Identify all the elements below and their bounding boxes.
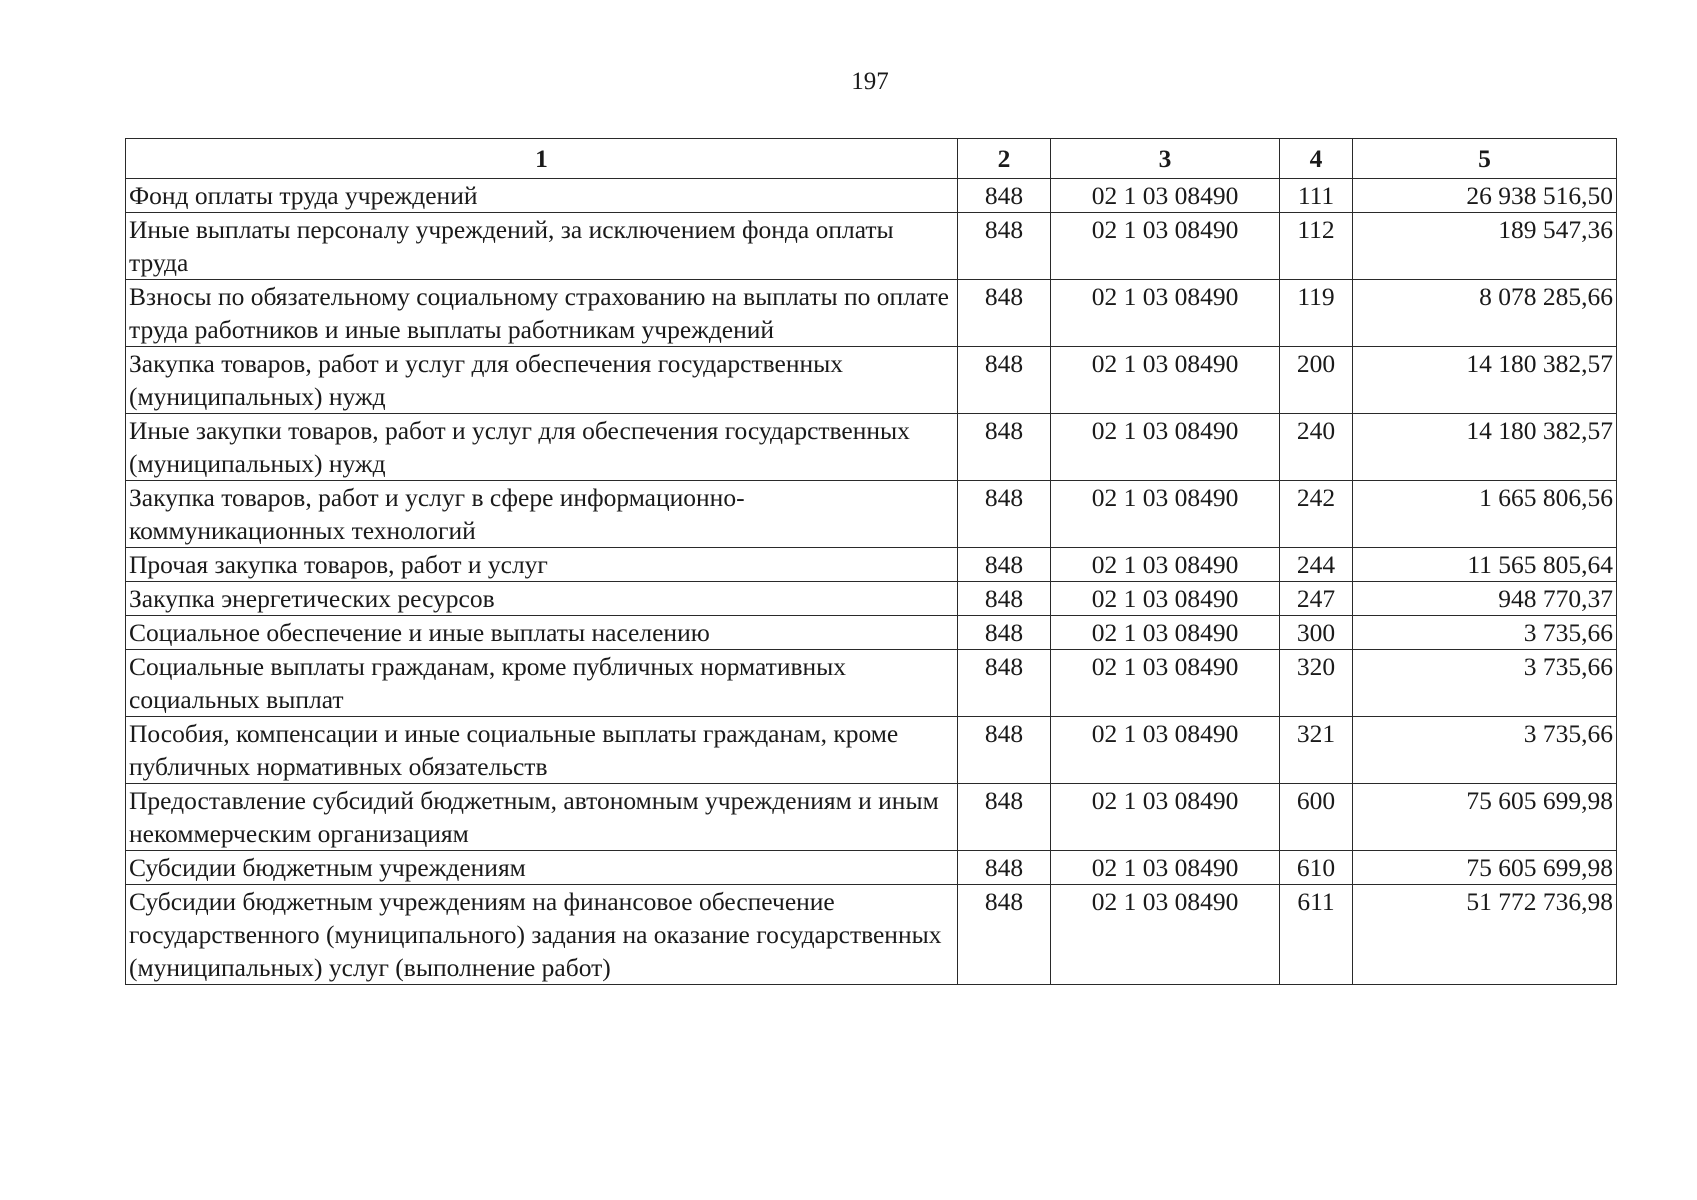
- row-expense-type: 247: [1280, 582, 1353, 616]
- row-code: 848: [958, 616, 1051, 650]
- row-target-article: 02 1 03 08490: [1051, 885, 1280, 985]
- row-expense-type: 611: [1280, 885, 1353, 985]
- row-amount: 14 180 382,57: [1353, 414, 1617, 481]
- row-code: 848: [958, 717, 1051, 784]
- row-name: Прочая закупка товаров, работ и услуг: [126, 548, 958, 582]
- row-name: Иные выплаты персоналу учреждений, за исключением фонда оплаты труда: [126, 213, 958, 280]
- column-header: 3: [1051, 139, 1280, 179]
- row-expense-type: 112: [1280, 213, 1353, 280]
- table-row: [126, 784, 1617, 851]
- row-expense-type: 119: [1280, 280, 1353, 347]
- column-header: 4: [1280, 139, 1353, 179]
- row-target-article: 02 1 03 08490: [1051, 347, 1280, 414]
- row-expense-type: 610: [1280, 851, 1353, 885]
- row-code: 848: [958, 650, 1051, 717]
- row-target-article: 02 1 03 08490: [1051, 582, 1280, 616]
- row-name: Иные закупки товаров, работ и услуг для обеспечения государственных (муниципальных) нужд: [126, 414, 958, 481]
- row-amount: 189 547,36: [1353, 213, 1617, 280]
- row-target-article: 02 1 03 08490: [1051, 481, 1280, 548]
- table-row: [126, 347, 1617, 414]
- row-expense-type: 600: [1280, 784, 1353, 851]
- row-target-article: 02 1 03 08490: [1051, 851, 1280, 885]
- table-row: [126, 650, 1617, 717]
- table-row: [126, 717, 1617, 784]
- row-amount: 75 605 699,98: [1353, 851, 1617, 885]
- row-target-article: 02 1 03 08490: [1051, 179, 1280, 213]
- row-code: 848: [958, 280, 1051, 347]
- row-name: Фонд оплаты труда учреждений: [126, 179, 958, 213]
- table-row: [126, 280, 1617, 347]
- row-name: Субсидии бюджетным учреждениям: [126, 851, 958, 885]
- row-target-article: 02 1 03 08490: [1051, 213, 1280, 280]
- row-code: 848: [958, 582, 1051, 616]
- table-row: [126, 616, 1617, 650]
- table-row: [126, 179, 1617, 213]
- row-expense-type: 240: [1280, 414, 1353, 481]
- row-code: 848: [958, 885, 1051, 985]
- row-target-article: 02 1 03 08490: [1051, 548, 1280, 582]
- row-code: 848: [958, 179, 1051, 213]
- row-name: Социальное обеспечение и иные выплаты населению: [126, 616, 958, 650]
- row-amount: 51 772 736,98: [1353, 885, 1617, 985]
- row-amount: 3 735,66: [1353, 717, 1617, 784]
- table-row: [126, 414, 1617, 481]
- row-target-article: 02 1 03 08490: [1051, 616, 1280, 650]
- row-expense-type: 242: [1280, 481, 1353, 548]
- table-row: [126, 885, 1617, 985]
- row-code: 848: [958, 851, 1051, 885]
- row-code: 848: [958, 481, 1051, 548]
- row-target-article: 02 1 03 08490: [1051, 650, 1280, 717]
- row-name: Предоставление субсидий бюджетным, автономным учреждениям и иным некоммерческим организациям: [126, 784, 958, 851]
- row-amount: 8 078 285,66: [1353, 280, 1617, 347]
- row-expense-type: 320: [1280, 650, 1353, 717]
- column-header: 2: [958, 139, 1051, 179]
- row-expense-type: 244: [1280, 548, 1353, 582]
- row-name: Закупка энергетических ресурсов: [126, 582, 958, 616]
- row-code: 848: [958, 347, 1051, 414]
- row-name: Пособия, компенсации и иные социальные выплаты гражданам, кроме публичных нормативных обязательств: [126, 717, 958, 784]
- row-amount: 14 180 382,57: [1353, 347, 1617, 414]
- row-target-article: 02 1 03 08490: [1051, 280, 1280, 347]
- row-amount: 26 938 516,50: [1353, 179, 1617, 213]
- budget-table: [125, 138, 1617, 985]
- column-header: 5: [1353, 139, 1617, 179]
- row-amount: 948 770,37: [1353, 582, 1617, 616]
- row-name: Закупка товаров, работ и услуг в сфере информационно-коммуникационных технологий: [126, 481, 958, 548]
- row-amount: 3 735,66: [1353, 616, 1617, 650]
- row-code: 848: [958, 784, 1051, 851]
- row-amount: 75 605 699,98: [1353, 784, 1617, 851]
- row-name: Взносы по обязательному социальному страхованию на выплаты по оплате труда работников и иные выплаты работникам учреждений: [126, 280, 958, 347]
- row-target-article: 02 1 03 08490: [1051, 414, 1280, 481]
- table-row: [126, 582, 1617, 616]
- row-name: Закупка товаров, работ и услуг для обеспечения государственных (муниципальных) нужд: [126, 347, 958, 414]
- table-row: [126, 851, 1617, 885]
- table-row: [126, 548, 1617, 582]
- row-target-article: 02 1 03 08490: [1051, 784, 1280, 851]
- row-code: 848: [958, 213, 1051, 280]
- header-row: [126, 139, 1617, 179]
- table-row: [126, 481, 1617, 548]
- column-header: 1: [126, 139, 958, 179]
- row-amount: 1 665 806,56: [1353, 481, 1617, 548]
- row-expense-type: 111: [1280, 179, 1353, 213]
- row-expense-type: 200: [1280, 347, 1353, 414]
- row-name: Социальные выплаты гражданам, кроме публичных нормативных социальных выплат: [126, 650, 958, 717]
- row-code: 848: [958, 414, 1051, 481]
- row-target-article: 02 1 03 08490: [1051, 717, 1280, 784]
- page-number: 197: [851, 68, 889, 95]
- row-code: 848: [958, 548, 1051, 582]
- row-name: Субсидии бюджетным учреждениям на финансовое обеспечение государственного (муниципального) задания на оказание государственных (муниципальных) услуг (выполнение работ): [126, 885, 958, 985]
- table-row: [126, 213, 1617, 280]
- row-amount: 11 565 805,64: [1353, 548, 1617, 582]
- row-expense-type: 300: [1280, 616, 1353, 650]
- row-expense-type: 321: [1280, 717, 1353, 784]
- row-amount: 3 735,66: [1353, 650, 1617, 717]
